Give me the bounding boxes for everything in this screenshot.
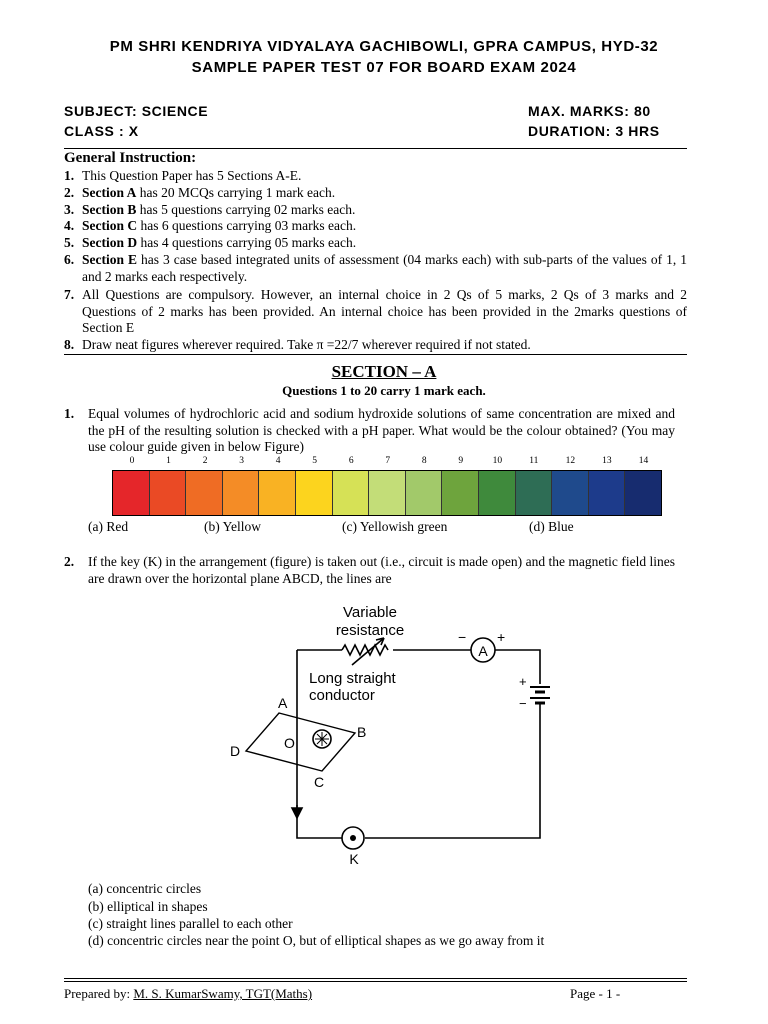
q2-option-c[interactable]: (c) straight lines parallel to each other [88, 916, 293, 931]
resistance-label-2: resistance [335, 622, 405, 639]
class-label: CLASS : X [64, 123, 139, 139]
wire-right-bottom [365, 703, 540, 838]
q1-option-c[interactable]: (c) Yellowish green [342, 519, 448, 534]
ph-number: 8 [421, 456, 427, 466]
battery-minus: − [519, 696, 527, 711]
instruction-item: 6. Section E has 3 case based integrated units of assessment (04 marks each) with sub-parts of the values of 1, 1 and 2 marks each respectively. [64, 252, 687, 284]
point-b-label: B [357, 724, 367, 740]
instruction-item: 3. Section B has 5 questions carrying 02 marks each. [64, 202, 356, 217]
plane-abcd [246, 713, 355, 771]
instruction-item: 4. Section C has 6 questions carrying 03 marks each. [64, 218, 357, 233]
author-name: M. S. KumarSwamy, TGT(Maths) [133, 986, 313, 1001]
ph-number: 9 [458, 456, 464, 466]
conductor-label-1: Long straight [309, 670, 396, 687]
ph-number: 10 [492, 456, 503, 466]
subject-label: SUBJECT: SCIENCE [64, 103, 209, 119]
q1-option-a[interactable]: (a) Red [88, 519, 129, 534]
key-label: K [349, 851, 359, 867]
ph-number: 0 [129, 456, 135, 466]
q1-option-d[interactable]: (d) Blue [529, 519, 574, 534]
ph-number: 7 [385, 456, 391, 466]
point-d-label: D [230, 743, 241, 759]
school-title: PM SHRI KENDRIYA VIDYALAYA GACHIBOWLI, GPRA CAMPUS, HYD-32 [109, 38, 659, 55]
key-plug [350, 835, 356, 841]
ph-number: 6 [348, 456, 354, 466]
ph-number: 14 [638, 456, 649, 466]
ph-number: 12 [565, 456, 576, 466]
section-subtitle: Questions 1 to 20 carry 1 mark each. [282, 383, 486, 398]
ph-number: 2 [202, 456, 208, 466]
conductor-label-2: conductor [309, 687, 375, 704]
instructions-title: General Instruction: [64, 150, 197, 166]
duration-label: DURATION: 3 HRS [528, 123, 660, 139]
ph-number: 5 [312, 456, 318, 466]
ph-number: 13 [602, 456, 612, 466]
variable-arrow [352, 638, 384, 665]
ph-number: 1 [166, 456, 171, 466]
ammeter-label: A [478, 643, 488, 659]
ph-number: 3 [239, 456, 244, 466]
instruction-item: 1. This Question Paper has 5 Sections A-E. [64, 168, 302, 183]
question-2: 2. If the key (K) in the arrangement (figure) is taken out (i.e., circuit is made open) and the magnetic field lines are drawn over the horizontal plane ABCD, the lines are [64, 554, 675, 586]
footer-divider-2 [64, 981, 687, 982]
ph-number: 4 [275, 456, 281, 466]
q2-option-a[interactable]: (a) concentric circles [88, 881, 202, 896]
q2-option-b[interactable]: (b) elliptical in shapes [88, 899, 208, 914]
current-arrow-head [292, 808, 302, 818]
ammeter-minus: − [458, 629, 467, 645]
instruction-item: 2. Section A has 20 MCQs carrying 1 mark each. [64, 185, 336, 200]
conductor-cross-mark [315, 732, 329, 746]
max-marks-label: MAX. MARKS: 80 [528, 103, 651, 119]
footer-divider [64, 978, 687, 979]
section-title: SECTION – A [331, 362, 437, 381]
question-1: 1. Equal volumes of hydrochloric acid and sodium hydroxide solutions of same concentration are mixed and the pH of the resulting solution is checked with a pH paper. What would be the colour obtained? (You may use colour guide given in below Figure) [64, 406, 675, 454]
ammeter-plus: + [497, 629, 506, 645]
instruction-item: 5. Section D has 4 questions carrying 05 marks each. [64, 235, 357, 250]
page-number: Page - 1 - [570, 986, 621, 1001]
resistance-label-1: Variable [343, 604, 397, 621]
wire-top-right [495, 650, 540, 684]
q1-option-b[interactable]: (b) Yellow [204, 519, 262, 534]
battery-plus: + [519, 674, 527, 689]
instruction-item: 8. Draw neat figures wherever required. Take π =22/7 wherever required if not stated. [64, 337, 531, 352]
ph-number: 11 [529, 456, 539, 466]
point-o-label: O [284, 735, 295, 751]
point-c-label: C [314, 774, 325, 790]
point-a-label: A [278, 695, 288, 711]
paper-title: SAMPLE PAPER TEST 07 FOR BOARD EXAM 2024 [191, 59, 577, 76]
q2-option-d[interactable]: (d) concentric circles near the point O, but of elliptical shapes as we go away from it [88, 933, 545, 948]
instruction-item: 7. All Questions are compulsory. However, an internal choice in 2 Qs of 5 marks, 2 Qs of 3 marks and 2 Questions of 2 marks has been provided. An internal choice has been provided in the 2marks questions of Section E [64, 287, 687, 335]
footer-credit: Prepared by: M. S. KumarSwamy, TGT(Maths) [64, 986, 313, 1001]
